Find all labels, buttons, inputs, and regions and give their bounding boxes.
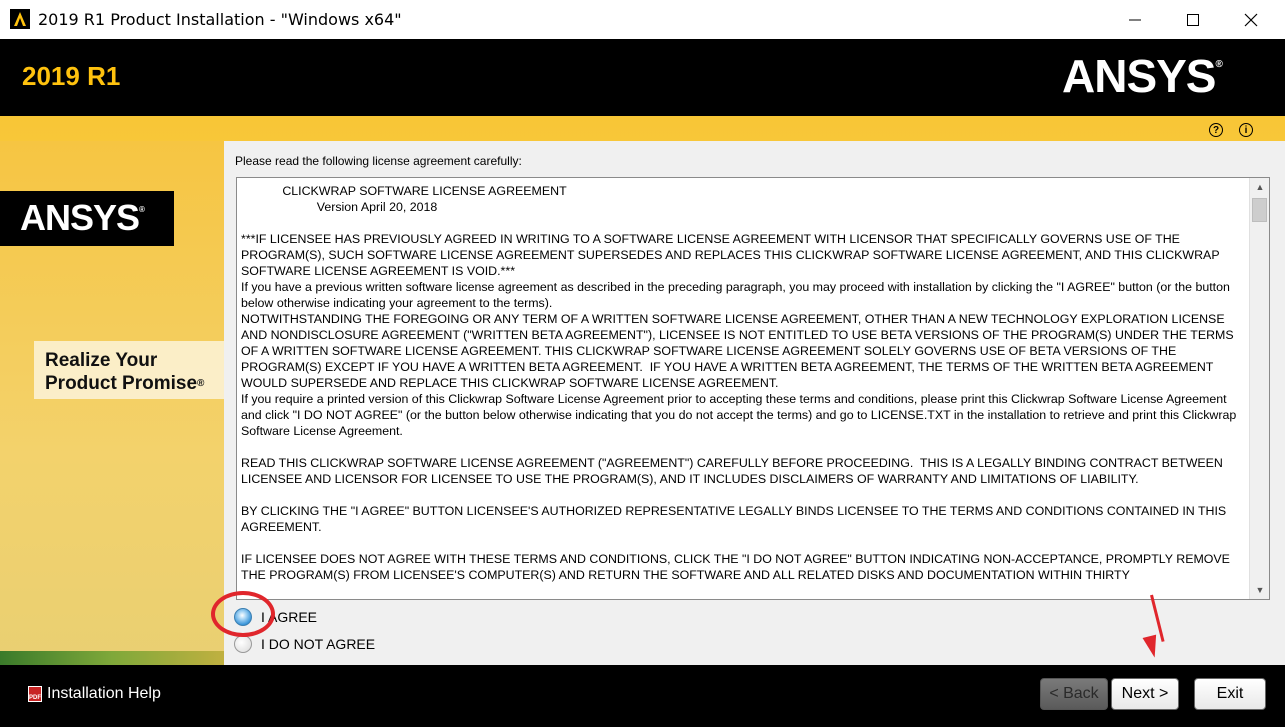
- minimize-button[interactable]: [1106, 0, 1164, 39]
- decorative-stripe: [0, 651, 224, 665]
- left-ansys-logo: [0, 191, 174, 246]
- disagree-radio[interactable]: [234, 635, 252, 653]
- left-logo-tm: ®: [139, 205, 144, 214]
- pdf-icon: PDF: [28, 686, 42, 702]
- back-button[interactable]: < Back: [1040, 678, 1108, 710]
- scroll-up-button[interactable]: ▲: [1255, 182, 1265, 192]
- header-banner: [0, 39, 1285, 116]
- license-textarea[interactable]: [236, 177, 1270, 600]
- title-bar: [0, 0, 1285, 39]
- left-branding-panel: [0, 141, 224, 665]
- installation-help-label[interactable]: Installation Help: [47, 685, 161, 702]
- info-icon[interactable]: i: [1239, 123, 1253, 137]
- next-button[interactable]: Next >: [1111, 678, 1179, 710]
- window-title: 2019 R1 Product Installation - "Windows x64": [38, 10, 402, 29]
- close-button[interactable]: [1222, 0, 1280, 39]
- scroll-down-button[interactable]: ▼: [1255, 585, 1265, 595]
- maximize-icon: [1187, 14, 1199, 26]
- license-text: CLICKWRAP SOFTWARE LICENSE AGREEMENT Version April 20, 2018 ***IF LICENSEE HAS PREVIOUSLY AGREED IN WRITING TO A SOFTWARE LICENSE AGREEMENT WITH LICENSOR THAT SPECIFICALLY GOVERNS USE OF THE PROGRAM(S), SUCH SOFTWARE LICENSE AGREEMENT SUPERSEDES AND REPLACES THIS CLICKWRAP SOFTWARE LICENSE AGREEMENT, AND THIS CLICKWRAP SOFTWARE LICENSE AGREEMENT IS VOID.*** If you have a previous written software license agreement as described in the preceding paragraph, you may proceed with installation by clicking the "I AGREE" button (or the button below otherwise indicating your agreement to the terms). NOTWITHSTANDING THE FOREGOING OR ANY TERM OF A WRITTEN SOFTWARE LICENSE AGREEMENT, OTHER THAN A NEW TECHNOLOGY EXPLORATION LICENSE AND NONDISCLOSURE AGREEMENT ("WRITTEN BETA AGREEMENT"), LICENSEE IS NOT ENTITLED TO USE BETA VERSIONS OF THE PROGRAM(S) UNDER THE TERMS OF A WRITTEN SOFTWARE LICENSE AGREEMENT. THIS CLICKWRAP SOFTWARE LICENSE AGREEMENT SOLELY GOVERNS USE OF BETA VERSIONS OF THE PROGRAM(S) EXCEPT IF YOU HAVE A WRITTEN BETA AGREEMENT. IF YOU HAVE A WRITTEN BETA AGREEMENT, THE TERMS OF THE WRITTEN BETA AGREEMENT WOULD SUPERSEDE AND REPLACE THIS CLICKWRAP SOFTWARE LICENSE AGREEMENT. If you require a printed version of this Clickwrap Software License Agreement prior to accepting these terms and conditions, please print this Clickwrap Software License Agreement and click "I DO NOT AGREE" (or the button below otherwise indicating that you do not accept the terms) and go to LICENSE.TXT in the installation to retrieve and print this Clickwrap Software License Agreement. READ THIS CLICKWRAP SOFTWARE LICENSE AGREEMENT ("AGREEMENT") CAREFULLY BEFORE PROCEEDING. THIS IS A LEGALLY BINDING CONTRACT BETWEEN LICENSEE AND LICENSOR FOR LICENSEE TO USE THE PROGRAM(S), AND IT INCLUDES DISCLAIMERS OF WARRANTY AND LIMITATIONS OF LIABILITY. BY CLICKING THE "I AGREE" BUTTON LICENSEE'S AUTHORIZED REPRESENTATIVE LEGALLY BINDS LICENSEE TO THE TERMS AND CONDITIONS CONTAINED IN THIS AGREEMENT. IF LICENSEE DOES NOT AGREE WITH THESE TERMS AND CONDITIONS, CLICK THE "I DO NOT AGREE" BUTTON INDICATING NON-ACCEPTANCE, PROMPTLY REMOVE THE PROGRAM(S) FROM LICENSEE'S COMPUTER(S) AND RETURN THE SOFTWARE AND ALL RELATED DISKS AND DOCUMENTATION WITHIN THIRTY: [241, 184, 1237, 582]
- disagree-label[interactable]: I DO NOT AGREE: [261, 636, 376, 652]
- ansys-logo-text: ANSYS: [1062, 50, 1216, 102]
- tagline-line2: Product Promise: [45, 373, 198, 394]
- installation-help-link[interactable]: [28, 685, 161, 703]
- version-label: 2019 R1: [22, 61, 121, 91]
- disagree-option[interactable]: [234, 635, 375, 653]
- license-content-panel: [224, 141, 1285, 665]
- left-logo-text: ANSYS: [20, 197, 140, 238]
- ansys-app-icon: [10, 9, 30, 29]
- ansys-logo-tm: ®: [1215, 59, 1222, 70]
- maximize-button[interactable]: [1164, 0, 1222, 39]
- ansys-logo: [1062, 49, 1222, 103]
- instruction-text: Please read the following license agreement carefully:: [235, 154, 522, 168]
- tagline-box: [34, 341, 224, 399]
- scroll-thumb[interactable]: [1252, 198, 1267, 222]
- help-icon[interactable]: ?: [1209, 123, 1223, 137]
- exit-button[interactable]: Exit: [1194, 678, 1266, 710]
- close-icon: [1244, 13, 1258, 27]
- tagline-reg: ®: [197, 378, 205, 389]
- minimize-icon: [1129, 14, 1141, 26]
- bottom-toolbar: [0, 665, 1285, 727]
- tagline-line1: Realize Your: [45, 350, 158, 371]
- agree-label[interactable]: I AGREE: [261, 609, 318, 625]
- annotation-circle: [211, 591, 275, 637]
- vertical-scrollbar[interactable]: [1249, 178, 1269, 599]
